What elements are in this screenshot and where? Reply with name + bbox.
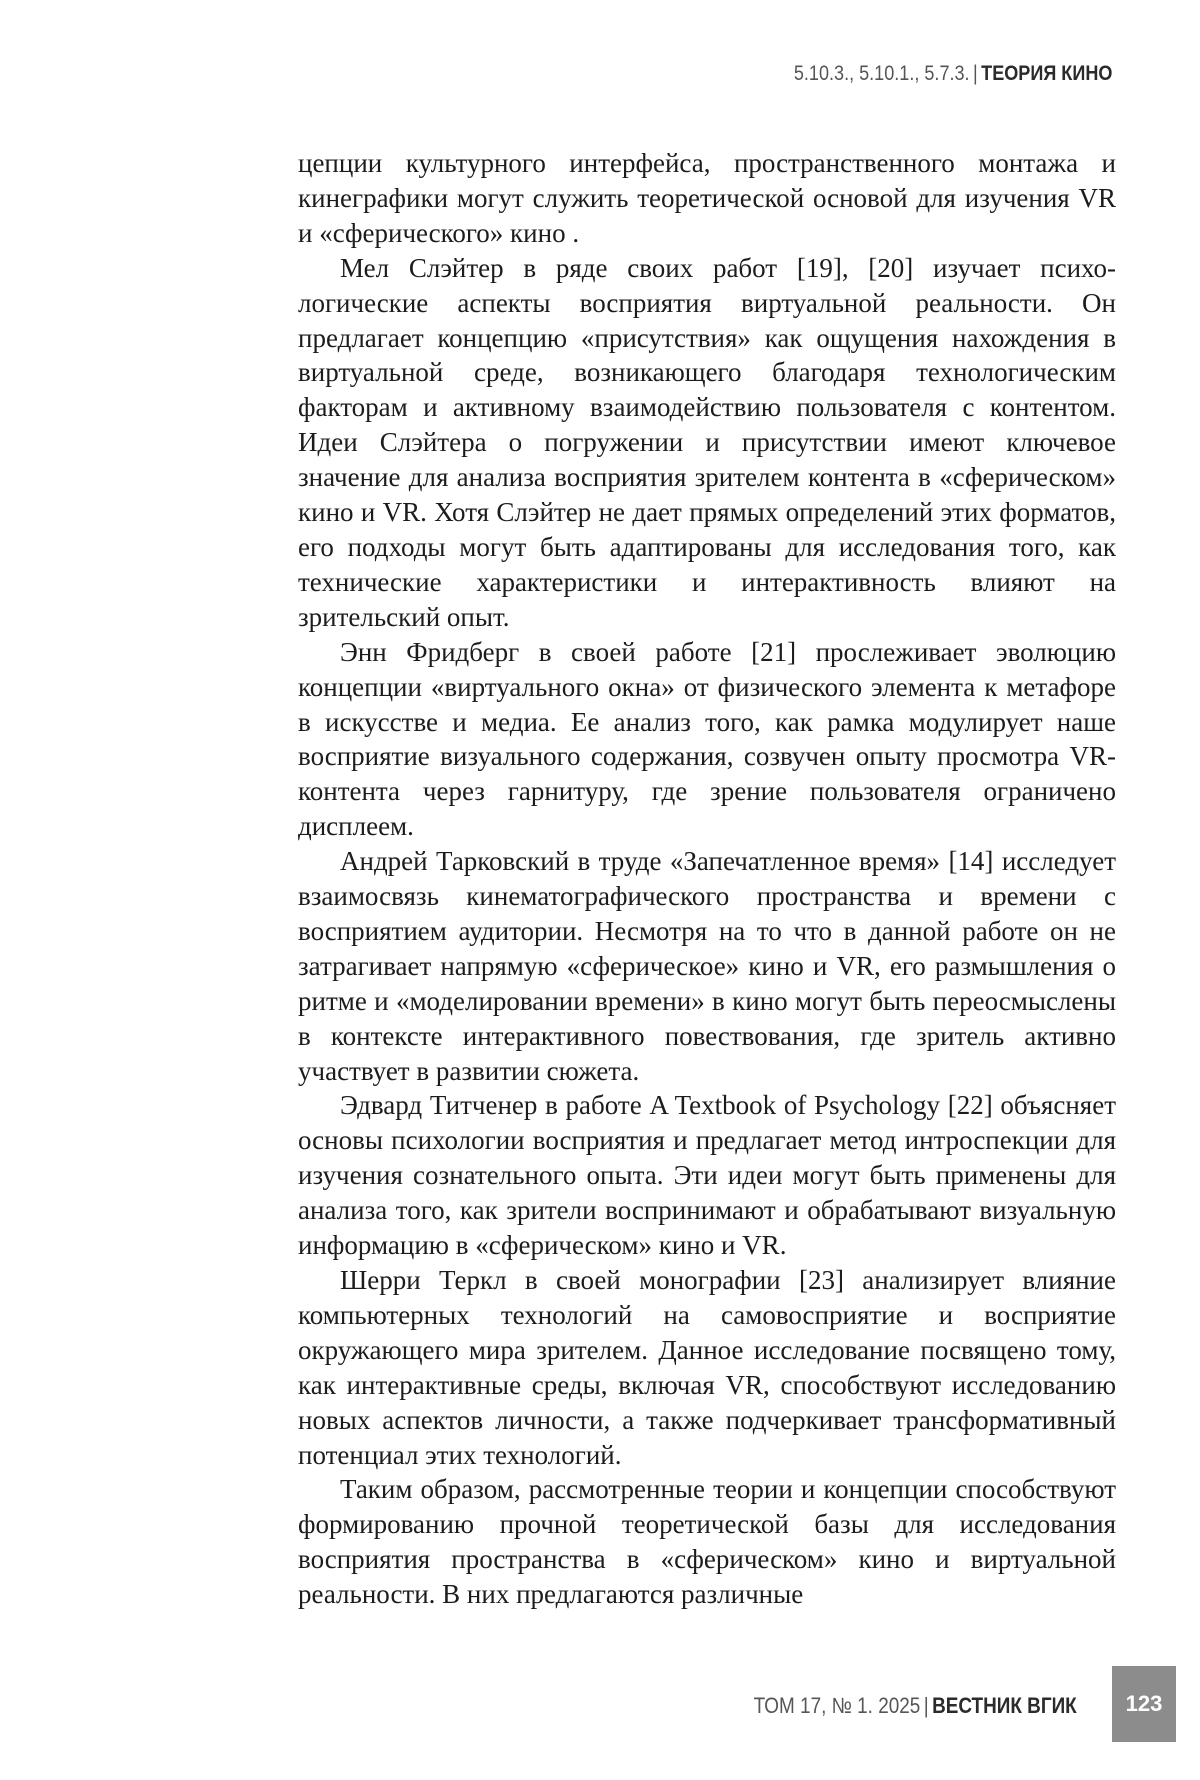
paragraph-titchener: Эдвард Титченер в работе A Textbook of Psychology [22] объясняет основы психологии восприятия и предлагает метод интроспекции для изучения сознательного опыта. Эти идеи могут быть применены для анализа того, как зрители воспринимают и обрабатывают визуальную информацию в «сферическом» кино и VR. [298, 1090, 1116, 1261]
header-specialty-codes: 5.10.3., 5.10.1., 5.7.3. [793, 62, 970, 85]
paragraph-continued: цепции культурного интерфейса, пространственного монтажа и кинеграфики могут служить теоретической основой для изучения VR и «сферического» кино . [298, 148, 1116, 248]
header-section-title: ТЕОРИЯ КИНО [980, 62, 1112, 85]
article-body [298, 146, 1116, 1612]
paragraph-turkle: Шерри Теркл в своей монографии [23] анализирует влияние компьютерных технологий на самовосприятие и восприятие окружающего мира зрителем. Данное исследование посвящено тому, как интерактивные среды, включая VR, способствуют исследованию новых аспектов личности, а также подчеркивает трансформативный потенциал этих технологий. [298, 1265, 1116, 1470]
running-footer [754, 1693, 1077, 1719]
footer-issue-info: ТОМ 17, № 1. 2025 [753, 1693, 921, 1718]
page-number-tab [1112, 1666, 1176, 1742]
footer-journal-name: ВЕСТНИК ВГИК [932, 1693, 1077, 1718]
paragraph-slater: Мел Слэйтер в ряде своих работ [19], [20] изучает психологические аспекты восприятия виртуальной реальности. Он предлагает концепцию «присутствия» как ощущения нахождения в виртуальной среде, возникающего благодаря технологическим факторам и активному взаимодействию пользователя с контентом. Идеи Слэйтера о погружении и присутствии имеют ключевое значение для анализа восприятия зрителем контента в «сферическом» кино и VR. Хотя Слэйтер не дает прямых определений этих форматов, его подходы могут быть адаптированы для исследования того, как технические характеристики и интерактивность влияют на зрительский опыт. [298, 252, 1116, 632]
page-number: 123 [1125, 1691, 1163, 1716]
footer-separator: | [924, 1693, 929, 1718]
paragraph-tarkovsky: Андрей Тарковский в труде «Запечатленное время» [14] исследует взаимосвязь кинематографического пространства и времени с восприятием аудитории. Несмотря на то что в данной работе он не затрагивает напрямую «сферическое» кино и VR, его размышления о ритме и «моделировании времени» в кино могут быть переосмыслены в контексте интерактивного повествования, где зритель активно участвует в развитии сюжета. [298, 846, 1116, 1086]
running-header [793, 62, 1112, 86]
header-separator: | [972, 62, 978, 85]
paragraph-conclusion: Таким образом, рассмотренные теории и концепции способствуют формированию прочной теоретической базы для исследования восприятия пространства в «сферическом» кино и виртуальной реальности. В них предлагаются различные [298, 1474, 1116, 1610]
paragraph-friedberg: Энн Фридберг в своей работе [21] прослеживает эволюцию концепции «виртуального окна» от физического элемента к метафоре в искусстве и медиа. Ее анализ того, как рамка модулирует наше восприятие визуального содержания, созвучен опыту просмотра VR-контента через гарнитуру, где зрение пользователя ограничено дисплеем. [298, 636, 1116, 842]
